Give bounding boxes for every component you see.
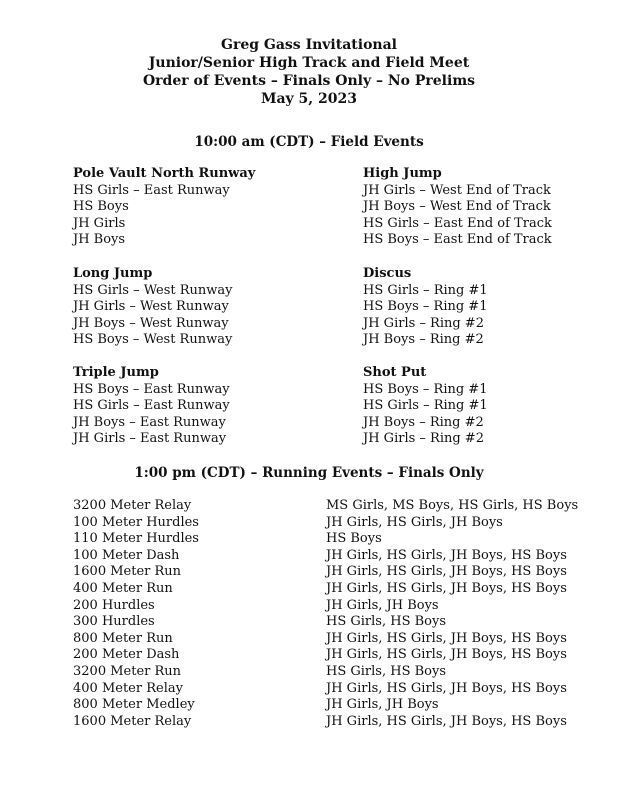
running-event-divisions: JH Girls, HS Girls, JH Boys, HS Boys	[326, 547, 567, 563]
meet-subtitle: Junior/Senior High Track and Field Meet	[148, 55, 470, 71]
running-event-name: 200 Hurdles	[73, 597, 155, 613]
pole-vault-item: HS Boys	[73, 199, 129, 215]
running-event-name: 110 Meter Hurdles	[73, 531, 199, 547]
pole-vault-block	[73, 166, 255, 249]
running-event-divisions: HS Girls, HS Boys	[326, 663, 446, 679]
triple-jump-title: Triple Jump	[73, 365, 159, 380]
high-jump-block	[363, 166, 552, 249]
triple-jump-item: HS Boys – East Runway	[73, 381, 230, 397]
running-event-row	[73, 564, 578, 581]
running-event-name: 800 Meter Run	[73, 630, 173, 646]
running-event-name: 3200 Meter Relay	[73, 498, 192, 513]
running-event-divisions: JH Girls, HS Girls, JH Boys, HS Boys	[326, 713, 567, 729]
running-event-row	[73, 598, 578, 615]
running-event-divisions: MS Girls, MS Boys, HS Girls, HS Boys	[326, 498, 579, 513]
shot-put-item: JH Boys – Ring #2	[363, 414, 484, 430]
running-event-row	[73, 614, 578, 631]
running-event-name: 200 Meter Dash	[73, 647, 180, 663]
running-event-name: 100 Meter Hurdles	[73, 514, 199, 530]
running-event-name: 400 Meter Relay	[73, 680, 183, 696]
shot-put-item: HS Boys – Ring #1	[363, 381, 488, 397]
running-events-heading: 1:00 pm (CDT) – Running Events – Finals Only	[134, 465, 484, 481]
discus-block	[363, 266, 488, 349]
long-jump-block	[73, 266, 233, 349]
running-event-divisions: HS Boys	[326, 531, 382, 547]
running-event-divisions: HS Girls, HS Boys	[326, 614, 446, 630]
running-event-name: 1600 Meter Run	[73, 564, 182, 580]
shot-put-item: HS Girls – Ring #1	[363, 398, 488, 414]
running-event-row	[73, 581, 578, 598]
long-jump-title: Long Jump	[73, 266, 153, 281]
running-event-row	[73, 498, 578, 515]
discus-item: JH Boys – Ring #2	[363, 332, 484, 348]
order-of-events-title: Order of Events – Finals Only – No Prelims	[142, 73, 476, 89]
running-event-name: 300 Hurdles	[73, 614, 155, 630]
triple-jump-item: JH Girls – East Runway	[73, 431, 227, 447]
triple-jump-item: JH Boys – East Runway	[73, 414, 226, 430]
running-event-name: 1600 Meter Relay	[73, 713, 192, 729]
running-event-name: 800 Meter Medley	[73, 697, 195, 713]
running-event-divisions: JH Girls, JH Boys	[326, 597, 439, 613]
pole-vault-item: HS Girls – East Runway	[73, 182, 230, 198]
discus-item: HS Girls – Ring #1	[363, 282, 488, 298]
high-jump-item: JH Boys – West End of Track	[363, 199, 551, 215]
running-event-row	[73, 714, 578, 731]
running-event-name: 3200 Meter Run	[73, 663, 182, 679]
long-jump-item: HS Boys – West Runway	[73, 332, 233, 348]
running-event-divisions: JH Girls, HS Girls, JH Boys, HS Boys	[326, 564, 567, 580]
field-events-heading: 10:00 am (CDT) – Field Events	[194, 134, 424, 150]
running-event-row	[73, 697, 578, 714]
meet-date: May 5, 2023	[260, 91, 358, 107]
discus-title: Discus	[363, 266, 412, 281]
shot-put-block	[363, 365, 488, 448]
running-event-divisions: JH Girls, HS Girls, JH Boys, HS Boys	[326, 647, 567, 663]
running-event-row	[73, 647, 578, 664]
shot-put-item: JH Girls – Ring #2	[363, 431, 484, 447]
running-event-row	[73, 531, 578, 548]
running-events-list	[73, 498, 578, 730]
running-event-row	[73, 681, 578, 698]
shot-put-title: Shot Put	[363, 365, 427, 380]
running-event-divisions: JH Girls, HS Girls, JH Boys, HS Boys	[326, 680, 567, 696]
running-event-row	[73, 631, 578, 648]
high-jump-item: HS Boys – East End of Track	[363, 232, 552, 248]
running-event-name: 100 Meter Dash	[73, 547, 180, 563]
running-event-row	[73, 664, 578, 681]
running-event-divisions: JH Girls, HS Girls, JH Boys, HS Boys	[326, 630, 567, 646]
running-event-divisions: JH Girls, HS Girls, JH Boys, HS Boys	[326, 580, 567, 596]
meet-name: Greg Gass Invitational	[221, 37, 397, 53]
discus-item: JH Girls – Ring #2	[363, 315, 484, 331]
triple-jump-block	[73, 365, 230, 448]
pole-vault-item: JH Boys	[73, 232, 126, 248]
running-event-divisions: JH Girls, JH Boys	[326, 697, 439, 713]
document-header	[0, 36, 618, 108]
high-jump-item: JH Girls – West End of Track	[363, 182, 551, 198]
pole-vault-title: Pole Vault North Runway	[73, 166, 256, 181]
discus-item: HS Boys – Ring #1	[363, 299, 488, 315]
running-event-row	[73, 548, 578, 565]
pole-vault-item: JH Girls	[73, 215, 126, 231]
running-event-divisions: JH Girls, HS Girls, JH Boys	[326, 514, 503, 530]
long-jump-item: JH Boys – West Runway	[73, 315, 229, 331]
long-jump-item: JH Girls – West Runway	[73, 299, 229, 315]
high-jump-item: HS Girls – East End of Track	[363, 215, 552, 231]
running-event-row	[73, 515, 578, 532]
triple-jump-item: HS Girls – East Runway	[73, 398, 230, 414]
long-jump-item: HS Girls – West Runway	[73, 282, 233, 298]
high-jump-title: High Jump	[363, 166, 442, 181]
running-event-name: 400 Meter Run	[73, 580, 173, 596]
